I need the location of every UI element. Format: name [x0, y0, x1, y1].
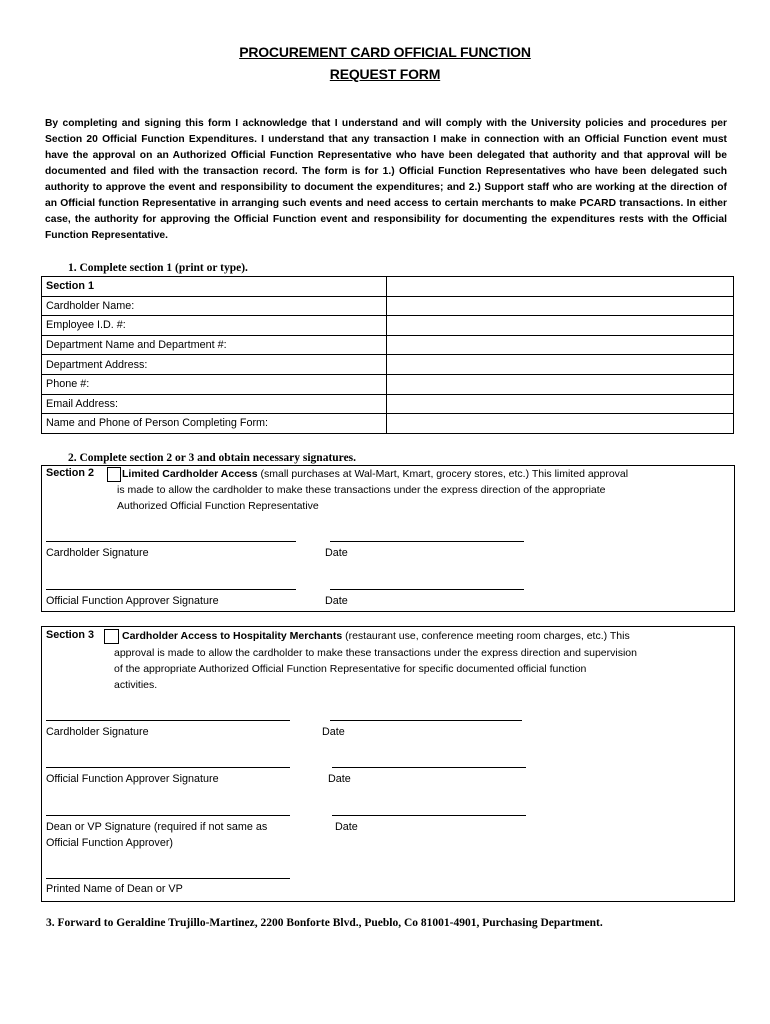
- section-3-cardholder-signature-label: Cardholder Signature: [46, 726, 149, 738]
- section-1-table: [41, 276, 734, 434]
- section-2-line-1-rest: (small purchases at Wal-Mart, Kmart, grocery stores, etc.) This limited approval: [257, 468, 629, 480]
- section-3-line-4: activities.: [114, 679, 158, 691]
- step-1-heading: 1. Complete section 1 (print or type).: [68, 262, 248, 274]
- section-2-line-3: Authorized Official Function Representative: [117, 500, 319, 512]
- section-3-approver-signature-label: Official Function Approver Signature: [46, 773, 219, 785]
- section-2-label: Section 2: [46, 467, 95, 479]
- phone-label: Phone #:: [42, 374, 387, 394]
- section-2-date-label-2: Date: [325, 595, 348, 607]
- section-3-option-title: Cardholder Access to Hospitality Merchants: [122, 630, 343, 642]
- cardholder-name-label: Cardholder Name:: [42, 296, 387, 316]
- person-completing-field[interactable]: [387, 414, 734, 434]
- department-address-field[interactable]: [387, 355, 734, 375]
- section-3-checkbox[interactable]: [104, 629, 119, 644]
- department-name-label: Department Name and Department #:: [42, 335, 387, 355]
- phone-field[interactable]: [387, 374, 734, 394]
- employee-id-label: Employee I.D. #:: [42, 316, 387, 336]
- section-2-line-2: is made to allow the cardholder to make these transactions under the express direction of the appropriate: [117, 484, 606, 496]
- table-row: [42, 414, 734, 434]
- email-label: Email Address:: [42, 394, 387, 414]
- table-row: [42, 394, 734, 414]
- intro-paragraph: By completing and signing this form I acknowledge that I understand and will comply with the University policies and procedures per Section 20 Official Function Expenditures. I understand that any transaction I make in connection with an Official Function event must have the approval on an Authorized Official Function Representative who have been delegated that authority and that approval will be documented and filed with the transaction record. The form is for 1.) Official Function Representatives who have been delegated such authority to approve the event and responsibility to document the expenditures; and 2.) Support staff who are working at the direction of an Official function Representative in arranging such events and need access to certain merchants to make PCARD transactions. In either case, the authority for approving the Official Function event and responsibility for documenting the expenditures rests with the Official Function Representative.: [45, 118, 727, 241]
- table-row: [42, 316, 734, 336]
- section-2-checkbox[interactable]: [107, 467, 121, 482]
- section-2-line-1: [122, 466, 628, 482]
- section-2-date-line-1[interactable]: [330, 541, 524, 542]
- section-2-approver-signature-label: Official Function Approver Signature: [46, 595, 219, 607]
- section-1-label: Section 1: [42, 277, 387, 297]
- section-3-line-3: of the appropriate Authorized Official Function Representative for specific documented official function: [114, 663, 587, 675]
- section-2-approver-signature-line[interactable]: [46, 589, 296, 590]
- section-1-header-blank: [387, 277, 734, 297]
- section-3-date-line-3[interactable]: [332, 815, 526, 816]
- section-3-date-line-2[interactable]: [332, 767, 526, 768]
- section-3-printed-name-label: Printed Name of Dean or VP: [46, 883, 183, 895]
- table-row: [42, 296, 734, 316]
- section-3-cardholder-signature-line[interactable]: [46, 720, 290, 721]
- section-2-date-line-2[interactable]: [330, 589, 524, 590]
- section-3-printed-name-line[interactable]: [46, 878, 290, 879]
- step-2-heading: 2. Complete section 2 or 3 and obtain necessary signatures.: [68, 452, 357, 464]
- section-3-line-1: [122, 628, 630, 644]
- section-2-cardholder-signature-line[interactable]: [46, 541, 296, 542]
- section-3-dean-signature-label-2: Official Function Approver): [46, 837, 174, 849]
- employee-id-field[interactable]: [387, 316, 734, 336]
- section-2-cardholder-signature-label: Cardholder Signature: [46, 547, 149, 559]
- table-row: [42, 374, 734, 394]
- section-3-dean-signature-label-1: Dean or VP Signature (required if not same as: [46, 821, 268, 833]
- section-3-dean-signature-line[interactable]: [46, 815, 290, 816]
- section-3-date-label-3: Date: [335, 821, 358, 833]
- section-3-date-label-2: Date: [328, 773, 351, 785]
- section-3-date-label-1: Date: [322, 726, 345, 738]
- table-row: [42, 355, 734, 375]
- form-title-line-1: PROCUREMENT CARD OFFICIAL FUNCTION: [239, 44, 531, 60]
- cardholder-name-field[interactable]: [387, 296, 734, 316]
- email-field[interactable]: [387, 394, 734, 414]
- table-row: [42, 335, 734, 355]
- section-2-option-title: Limited Cardholder Access: [122, 468, 258, 480]
- section-3-line-1-rest: (restaurant use, conference meeting room charges, etc.) This: [342, 630, 630, 642]
- section-3-label: Section 3: [46, 629, 95, 641]
- section-2-date-label-1: Date: [325, 547, 348, 559]
- section-3-date-line-1[interactable]: [330, 720, 522, 721]
- department-address-label: Department Address:: [42, 355, 387, 375]
- section-3-approver-signature-line[interactable]: [46, 767, 290, 768]
- person-completing-label: Name and Phone of Person Completing Form:: [42, 414, 387, 434]
- forward-instruction: 3. Forward to Geraldine Trujillo-Martinez, 2200 Bonforte Blvd., Pueblo, Co 81001-4901, Purchasing Department.: [46, 917, 603, 929]
- form-title-line-2: REQUEST FORM: [329, 66, 441, 82]
- table-row: [42, 277, 734, 297]
- section-3-line-2: approval is made to allow the cardholder to make these transactions under the express direction and supervision: [114, 647, 637, 659]
- department-name-field[interactable]: [387, 335, 734, 355]
